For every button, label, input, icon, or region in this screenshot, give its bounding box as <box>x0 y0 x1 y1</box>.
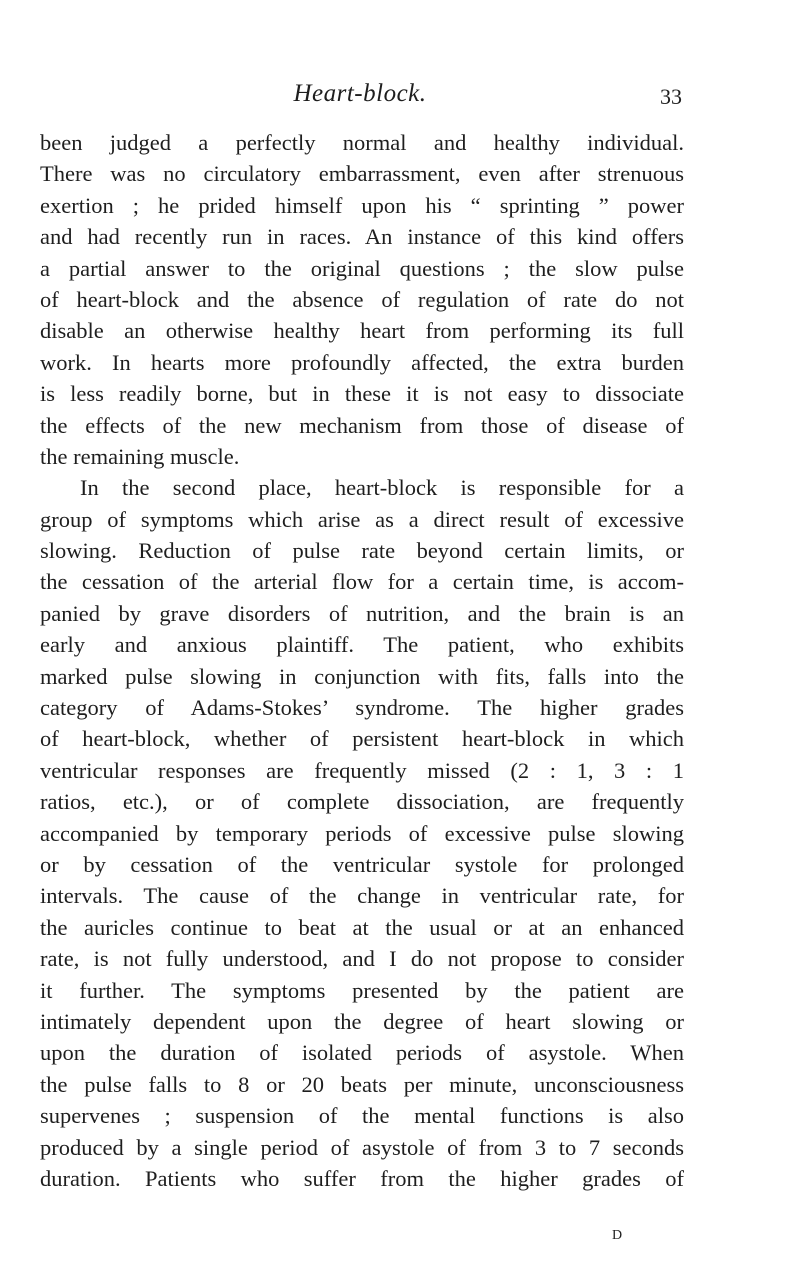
text-line: the effects of the new mechanism from those of disease of <box>40 412 684 438</box>
text-line: group of symptoms which arise as a direct result of excessive <box>40 506 684 532</box>
text-line: the cessation of the arterial flow for a certain time, is accom- <box>40 569 684 595</box>
text-line: is less readily borne, but in these it is not easy to dissociate <box>40 381 684 407</box>
text-line: intervals. The cause of the change in ventricular rate, for <box>40 883 684 909</box>
text-line: category of Adams-Stokes’ syndrome. The higher grades <box>40 695 684 721</box>
text-line: slowing. Reduction of pulse rate beyond certain limits, or <box>40 538 684 564</box>
running-title: Heart-block. <box>293 80 427 107</box>
text-line: the auricles continue to beat at the usual or at an enhanced <box>40 914 684 940</box>
text-line: been judged a perfectly normal and healthy individual. <box>40 130 684 155</box>
running-head <box>38 80 682 120</box>
paragraph-end-line: the remaining muscle. <box>40 443 240 469</box>
text-line: disable an otherwise healthy heart from performing its full <box>40 318 684 344</box>
text-line: of heart-block and the absence of regulation of rate do not <box>40 286 684 312</box>
body-text <box>40 127 684 1194</box>
page-number: 33 <box>660 84 682 109</box>
text-line: exertion ; he prided himself upon his “ sprinting ” power <box>40 192 684 218</box>
text-line: duration. Patients who suffer from the higher grades of <box>40 1165 684 1191</box>
text-line: the pulse falls to 8 or 20 beats per minute, unconsciousness <box>40 1071 684 1097</box>
text-line: upon the duration of isolated periods of asystole. When <box>40 1040 684 1066</box>
text-line: ventricular responses are frequently missed (2 : 1, 3 : 1 <box>40 757 684 783</box>
text-line: intimately dependent upon the degree of heart slowing or <box>40 1008 684 1034</box>
text-line: or by cessation of the ventricular systole for prolonged <box>40 851 684 877</box>
text-line: marked pulse slowing in conjunction with fits, falls into the <box>40 663 684 689</box>
signature-mark: D <box>612 1228 624 1243</box>
text-line: produced by a single period of asystole of from 3 to 7 seconds <box>40 1134 684 1160</box>
text-line: of heart-block, whether of persistent heart-block in which <box>40 726 684 752</box>
text-line: work. In hearts more profoundly affected, the extra burden <box>40 349 684 375</box>
text-line: rate, is not fully understood, and I do not propose to consider <box>40 946 684 972</box>
text-line: a partial answer to the original questions ; the slow pulse <box>40 255 684 281</box>
text-line: early and anxious plaintiff. The patient, who exhibits <box>40 632 684 658</box>
text-line: accompanied by temporary periods of excessive pulse slowing <box>40 820 684 846</box>
text-line: panied by grave disorders of nutrition, and the brain is an <box>40 600 684 626</box>
paragraph-start-line: In the second place, heart-block is responsible for a <box>80 475 684 501</box>
text-line: and had recently run in races. An instance of this kind offers <box>40 224 684 250</box>
text-line: There was no circulatory embarrassment, even after strenuous <box>40 161 684 187</box>
text-line: it further. The symptoms presented by the patient are <box>40 977 684 1003</box>
text-line: supervenes ; suspension of the mental functions is also <box>40 1103 684 1129</box>
text-line: ratios, etc.), or of complete dissociation, are frequently <box>40 789 684 815</box>
